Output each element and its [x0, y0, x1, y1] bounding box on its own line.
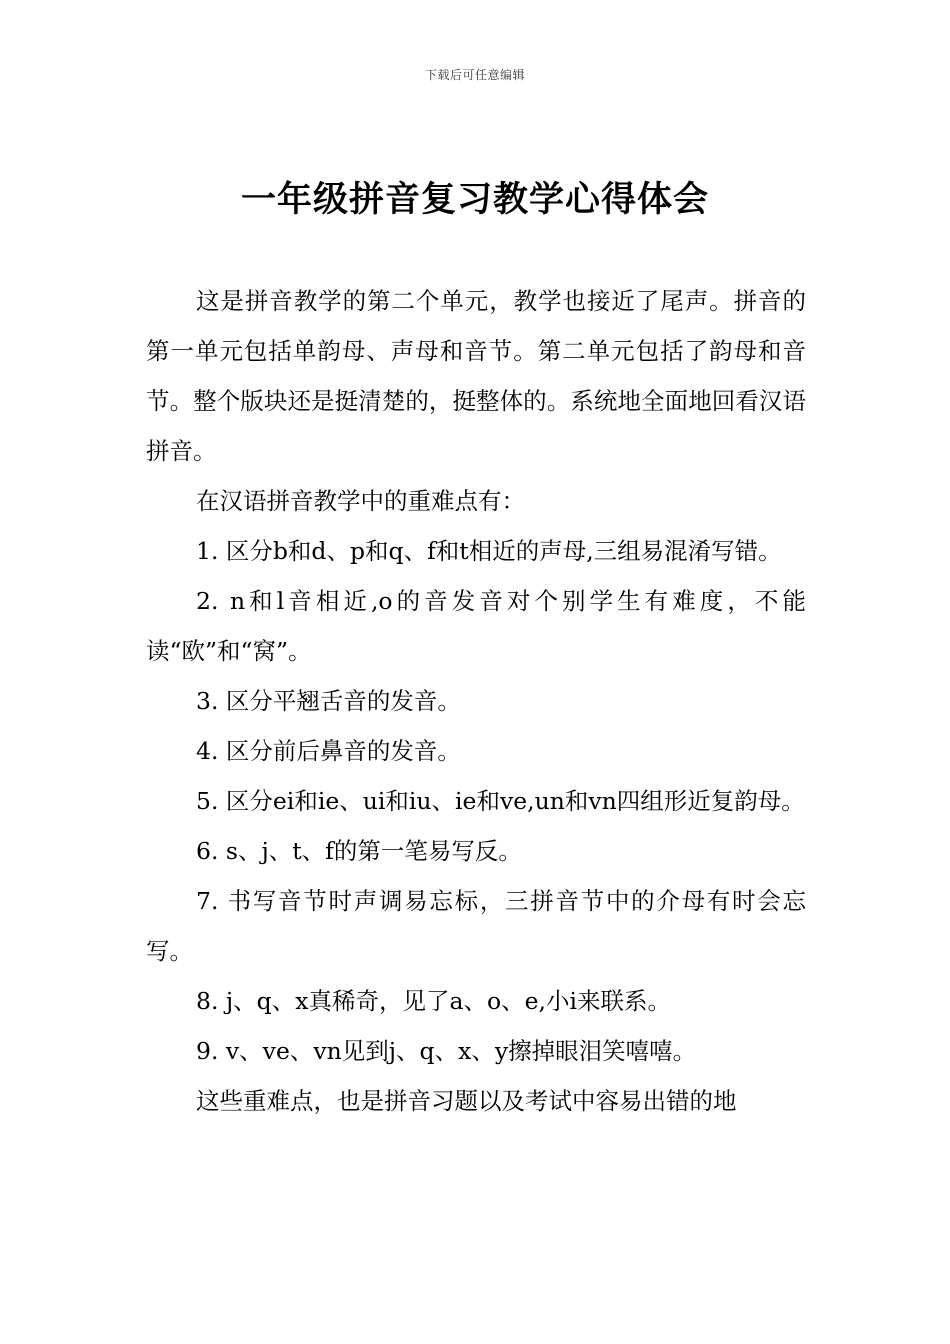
list-item: 5. 区分ei和ie、ui和iu、ie和ve,un和vn四组形近复韵母。	[196, 787, 805, 815]
paragraph-closing: 这些重难点，也是拼音习题以及考试中容易出错的地	[196, 1087, 737, 1115]
list-item: 4. 区分前后鼻音的发音。	[196, 737, 461, 765]
list-item: 9. v、ve、vn见到j、q、x、y擦掉眼泪笑嘻嘻。	[196, 1037, 697, 1065]
paragraph-key-points-heading: 在汉语拼音教学中的重难点有：	[196, 487, 525, 515]
paragraph-intro: 这是拼音教学的第二个单元，教学也接近了尾声。拼音的第一单元包括单韵母、声母和音节。第二单元包括了韵母和音节。整个版块还是挺清楚的，挺整体的。系统地全面地回看汉语拼音。	[146, 287, 806, 465]
document-title: 一年级拼音复习教学心得体会	[240, 179, 709, 220]
list-item: 8. j、q、x真稀奇，见了a、o、e,小i来联系。	[196, 987, 672, 1015]
list-item: 2. n和l音相近,o的音发音对个别学生有难度，不能读“欧”和“窝”。	[146, 587, 806, 665]
list-item: 7. 书写音节时声调易忘标，三拼音节中的介母有时会忘写。	[146, 887, 806, 965]
list-item: 1. 区分b和d、p和q、f和t相近的声母,三组易混淆写错。	[196, 537, 782, 565]
document-body	[146, 276, 806, 1126]
header-note: 下载后可任意编辑	[424, 68, 525, 82]
list-item: 6. s、j、t、f的第一笔易写反。	[196, 837, 522, 865]
list-item: 3. 区分平翘舌音的发音。	[196, 687, 461, 715]
